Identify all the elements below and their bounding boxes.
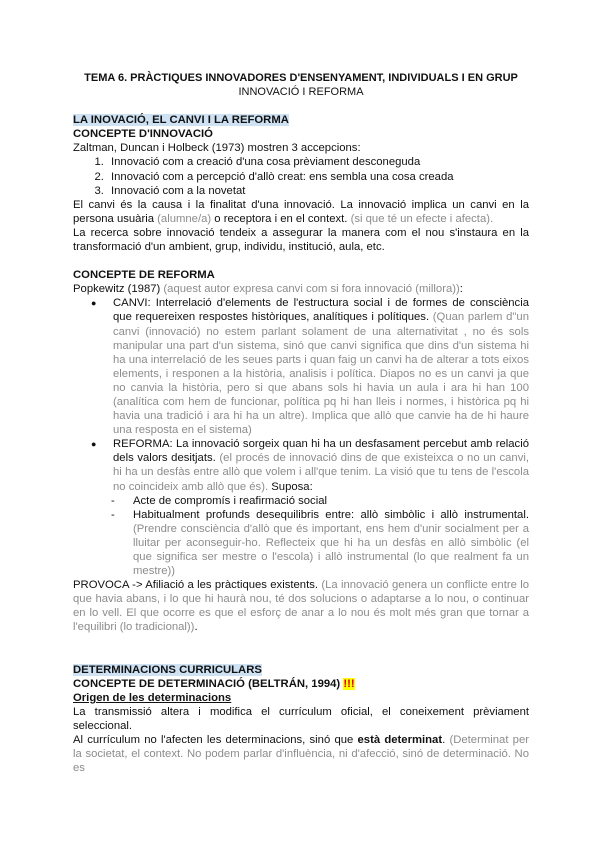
- concept-determination-heading: CONCEPTE DE DETERMINACIÓ (BELTRÁN, 1994) !!!: [73, 677, 355, 690]
- sub-list-item: - Habitualment profunds desequilibris entre: allò simbòlic i allò instrumental. (Prendre consciència d'allò que és important, ens hem d'unir socialment per a lluitar per aconseguir-ho. Reflecteix que hi ha un desfàs en allò simbòlic (el que significa ser mestre o l'escola) i allò instrumental (lo que realment fa un mestre)): [133, 508, 529, 578]
- list-item: 2. Innovació com a percepció d'allò creat: ens sembla una cosa creada: [107, 170, 529, 184]
- innovation-list: [73, 155, 529, 197]
- provoca-paragraph: PROVOCA -> Afiliació a les pràctiques existents. (La innovació genera un conflicte entre lo que havia abans, i lo que hi haurà nou, té dos solucions o adaptarse a lo nou, o continuar en lo vell. El que ocorre es que el esforç de anar a lo nou és molt més gran que tornar a l'equilibri (lo tradicional)).: [73, 579, 530, 634]
- list-item: 3. Innovació com a la novetat: [107, 184, 529, 198]
- innovation-paragraph-2: La recerca sobre innovació tendeix a assegurar la manera com el nou s'instaura en la transformació d'un ambient, grup, individu, institució, aula, etc.: [73, 226, 529, 254]
- concept-innovation-heading: CONCEPTE D'INNOVACIÓ: [73, 128, 213, 141]
- sub-list-item: - Acte de compromís i reafirmació social: [133, 494, 529, 508]
- document-subtitle: INNOVACIÓ I REFORMA: [238, 86, 364, 99]
- document-title: TEMA 6. PRÀCTIQUES INNOVADORES D'ENSENYAMENT, INDIVIDUALS I EN GRUP: [84, 72, 518, 84]
- reform-sub-list: [73, 494, 529, 579]
- document-content: [73, 71, 529, 775]
- list-item: 1. Innovació com a creació d'una cosa prèviament desconeguda: [107, 155, 529, 169]
- determination-paragraph-2: Al currículum no l'afecten les determinacions, sinó que està determinat. (Determinat per la societat, el context. No podem parlar d'influència, ni d'afecció, sinó de determinació. No es: [73, 734, 530, 775]
- bullet-canvi: ● CANVI: Interrelació d'elements de l'estructura social i de formes de consciència que requereixen respostes històriques, analítiques i polítiques. (Quan parlem d"un canvi (innovació) no estem parlant solament de una alternativitat , no és sols manipular una part d'un sistema, sinó que canvi significa que dins d'un sistema hi ha una interrelació de les seues parts i quan faig un canvi ha de alterar a tots eixos elements, i responen a la història, analisis i política. Diapos no es un canvi ja que no canvia la història, pero si que abans sols hi havia un aula i ara hi han 100 (analítica com hem de funcionar, política pq hi han lleis i normes, i històrica pq hi havia una tradició i ara hi ha un altre). Implica que allò que canvie ha de hi haure una resposta en el sistema): [113, 296, 529, 437]
- concept-reform-heading: CONCEPTE DE REFORMA: [73, 269, 215, 282]
- reform-bullet-list: [73, 296, 529, 493]
- alert-marker: !!!: [343, 677, 355, 690]
- determination-paragraph-1: La transmissió altera i modifica el currículum oficial, el coneixement prèviament seleccional.: [73, 705, 529, 732]
- reform-intro: Popkewitz (1987) (aquest autor expresa canvi com si fora innovació (millora)):: [73, 283, 463, 296]
- origin-subheading: Origen de les determinacions: [73, 691, 232, 704]
- section-heading-innovation: LA INOVACIÓ, EL CANVI I LA REFORMA: [73, 114, 289, 127]
- innovation-paragraph-1: El canvi és la causa i la finalitat d'una innovació. La innovació implica un canvi en la persona usuària (alumne/a) o receptora i en el context. (si que té un efecte i afecta).: [73, 198, 529, 225]
- section-heading-determinations: DETERMINACIONS CURRICULARS: [73, 663, 262, 676]
- innovation-intro: Zaltman, Duncan i Holbeck (1973) mostren 3 accepcions:: [73, 142, 361, 155]
- bullet-reforma: ● REFORMA: La innovació sorgeix quan hi ha un desfasament percebut amb relació dels valors desitjats. (el procés de innovació dins de que existeixca o no un canvi, hi ha un desfàs entre allò que volem i all'que tenim. La visió que tu tens de l'escola no coincideix amb allò que és). Suposa:: [113, 437, 529, 493]
